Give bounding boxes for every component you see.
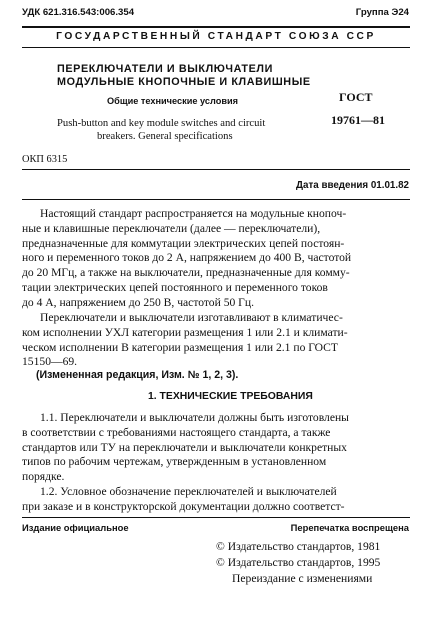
paragraph-line: ческом исполнении В категории размещения 1 или 2.1 по ГОСТ (22, 340, 339, 354)
paragraph-line: порядке. (22, 470, 65, 484)
group-code: Группа Э24 (355, 7, 409, 18)
paragraph-line: Переключатели и выключатели изготавливают в климатичес- (40, 311, 343, 324)
date-rule (22, 199, 410, 200)
reprint-prohibited: Перепечатка воспрещена (290, 522, 409, 533)
paragraph-line: предназначенные для коммутации электрических цепей постоян- (22, 236, 345, 250)
paragraph-line: стандартов или ТУ на переключатели и выключатели конкретных (22, 440, 347, 454)
english-title-line1: Push-button and key module switches and circuit (57, 118, 266, 129)
gost-number: 19761—81 (331, 113, 385, 127)
amendment-note: (Измененная редакция, Изм. № 1, 2, 3). (36, 369, 239, 381)
udk-code: УДК 621.316.543:006.354 (22, 7, 135, 18)
document-subtitle: Общие технические условия (107, 96, 238, 106)
paragraph-line: при заказе и в конструкторской документации должно соответст- (22, 499, 345, 513)
paragraph-line: Настоящий стандарт распространяется на модульные кнопоч- (40, 207, 347, 220)
gost-label: ГОСТ (339, 90, 373, 104)
paragraph-scope (22, 207, 410, 311)
paragraph-line: до 20 МГц, а также на выключатели, предназначенные для комму- (22, 266, 350, 280)
paragraph-line: 1.1. Переключатели и выключатели должны быть изготовлены (40, 411, 349, 424)
paragraph-line: 15150—69. (22, 355, 78, 369)
official-edition: Издание официальное (22, 522, 129, 533)
paragraph-line: в соответствии с требованиями настоящего стандарта, а также (22, 425, 331, 439)
paragraph-climate (22, 311, 410, 370)
english-title-line2: breakers. General specifications (97, 131, 233, 142)
paragraph-line: тации электрических цепей постоянного и переменного токов (22, 280, 328, 294)
document-title-line1: ПЕРЕКЛЮЧАТЕЛИ И ВЫКЛЮЧАТЕЛИ (57, 63, 273, 75)
paragraph-line: 1.2. Условное обозначение переключателей и выключателей (40, 485, 337, 498)
banner-rule (22, 47, 410, 48)
okp-code: ОКП 6315 (22, 154, 68, 165)
paragraph-line: ком исполнении УХЛ категории размещения 1 или 2.1 и климати- (22, 325, 348, 339)
copyright-1981: © Издательство стандартов, 1981 (216, 540, 381, 553)
paragraph-line: до 4 А, напряжением до 250 В, частотой 50 Гц. (22, 295, 254, 309)
state-standard-banner: ГОСУДАРСТВЕННЫЙ СТАНДАРТ СОЮЗА ССР (56, 31, 376, 42)
paragraph-1-2 (22, 485, 410, 515)
okp-rule (22, 169, 410, 170)
top-rule (22, 26, 410, 28)
paragraph-line: типов по рабочим чертежам, утвержденным в установленном (22, 455, 327, 469)
copyright-1995: © Издательство стандартов, 1995 (216, 556, 381, 569)
footer-rule (22, 517, 410, 518)
paragraph-1-1 (22, 411, 410, 485)
introduction-date: Дата введения 01.01.82 (296, 180, 409, 191)
paragraph-line: ные и клавишные переключатели (далее — переключатели), (22, 221, 321, 235)
document-title-line2: МОДУЛЬНЫЕ КНОПОЧНЫЕ И КЛАВИШНЫЕ (57, 76, 311, 88)
paragraph-line: ного и переменного токов до 2 А, напряжением до 400 В, частотой (22, 251, 352, 265)
reissue-note: Переиздание с изменениями (232, 572, 373, 585)
section-title: 1. ТЕХНИЧЕСКИЕ ТРЕБОВАНИЯ (148, 391, 313, 402)
